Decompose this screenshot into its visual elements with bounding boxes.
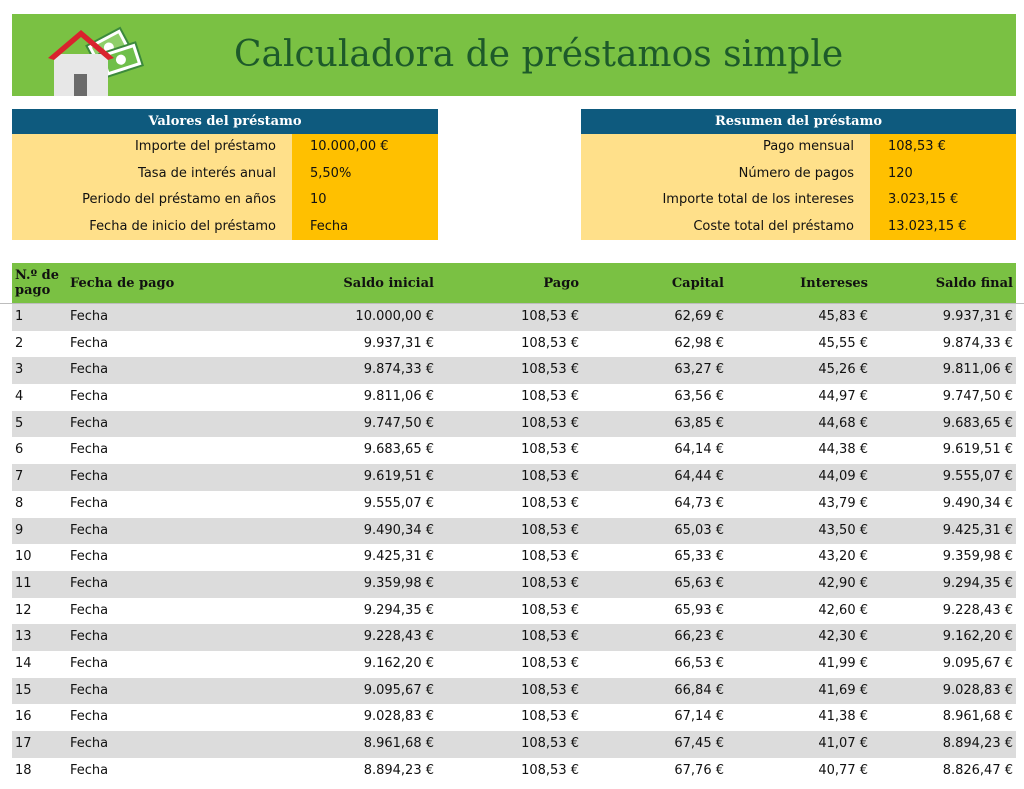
loan-amount-label: Importe del préstamo [12, 134, 292, 161]
cell-payment-number[interactable]: 7 [15, 469, 24, 485]
loan-amount-row [12, 134, 438, 161]
cell-closing-balance[interactable]: 9.811,06 € [942, 362, 1013, 378]
cell-interest[interactable]: 43,50 € [818, 522, 868, 538]
table-row [12, 304, 1016, 331]
cell-payment-date[interactable]: Fecha [70, 629, 109, 645]
cell-interest[interactable]: 42,90 € [818, 575, 868, 591]
amortization-table-body [12, 304, 1016, 784]
page-title: Calculadora de préstamos simple [234, 34, 844, 75]
cell-interest[interactable]: 43,79 € [818, 495, 868, 511]
cell-opening-balance[interactable]: 9.359,98 € [363, 575, 434, 591]
cell-principal[interactable]: 62,69 € [674, 309, 724, 324]
cell-interest[interactable]: 42,60 € [818, 602, 868, 618]
cell-opening-balance[interactable]: 8.894,23 € [363, 762, 434, 778]
loan-period-value[interactable]: 10 [292, 187, 438, 214]
cell-payment-number[interactable]: 17 [15, 736, 32, 751]
table-row [12, 731, 1016, 758]
cell-interest[interactable]: 41,38 € [818, 709, 868, 725]
cell-interest[interactable]: 45,26 € [818, 362, 868, 378]
cell-opening-balance[interactable]: 9.162,20 € [363, 655, 434, 671]
cell-payment-date[interactable]: Fecha [70, 335, 109, 351]
cell-interest[interactable]: 44,68 € [818, 415, 868, 431]
cell-opening-balance[interactable]: 9.811,06 € [363, 389, 434, 405]
cell-payment[interactable]: 108,53 € [521, 709, 579, 725]
cell-closing-balance[interactable]: 8.826,47 € [942, 762, 1013, 778]
cell-payment[interactable]: 108,53 € [521, 602, 579, 618]
cell-closing-balance[interactable]: 9.228,43 € [942, 602, 1013, 618]
total-cost-value: 13.023,15 € [870, 214, 1016, 241]
table-row [12, 437, 1016, 464]
cell-payment-date[interactable]: Fecha [70, 682, 109, 698]
cell-principal[interactable]: 65,33 € [674, 549, 724, 565]
cell-payment-date[interactable]: Fecha [70, 762, 109, 778]
cell-opening-balance[interactable]: 9.555,07 € [363, 495, 434, 511]
cell-principal[interactable]: 65,03 € [674, 522, 724, 538]
cell-closing-balance[interactable]: 8.961,68 € [942, 709, 1013, 725]
table-row [12, 598, 1016, 625]
cell-opening-balance[interactable]: 10.000,00 € [355, 309, 434, 324]
cell-opening-balance[interactable]: 9.490,34 € [363, 522, 434, 538]
cell-payment-number[interactable]: 5 [15, 415, 24, 431]
cell-payment-number[interactable]: 1 [15, 309, 24, 324]
cell-payment-number[interactable]: 18 [15, 762, 32, 778]
cell-principal[interactable]: 62,98 € [674, 335, 724, 351]
cell-payment-number[interactable]: 6 [15, 442, 24, 458]
cell-payment-number[interactable]: 15 [15, 682, 32, 698]
cell-opening-balance[interactable]: 9.095,67 € [363, 682, 434, 698]
cell-opening-balance[interactable]: 9.874,33 € [363, 362, 434, 378]
total-interest-label: Importe total de los intereses [581, 187, 870, 214]
cell-opening-balance[interactable]: 9.683,65 € [363, 442, 434, 458]
cell-payment[interactable]: 108,53 € [521, 762, 579, 778]
loan-period-label: Periodo del préstamo en años [12, 187, 292, 214]
start-date-value[interactable]: Fecha [292, 214, 438, 241]
cell-opening-balance[interactable]: 9.619,51 € [363, 469, 434, 485]
table-row [12, 491, 1016, 518]
cell-payment[interactable]: 108,53 € [521, 682, 579, 698]
cell-closing-balance[interactable]: 9.490,34 € [942, 495, 1013, 511]
cell-payment[interactable]: 108,53 € [521, 362, 579, 378]
cell-principal[interactable]: 67,14 € [674, 709, 724, 725]
cell-interest[interactable]: 42,30 € [818, 629, 868, 645]
cell-closing-balance[interactable]: 9.095,67 € [942, 655, 1013, 671]
cell-payment[interactable]: 108,53 € [521, 335, 579, 351]
loan-values-panel [12, 109, 438, 244]
cell-payment-number[interactable]: 9 [15, 522, 24, 538]
cell-payment-number[interactable]: 14 [15, 655, 32, 671]
cell-interest[interactable]: 43,20 € [818, 549, 868, 565]
table-row [12, 357, 1016, 384]
cell-payment[interactable]: 108,53 € [521, 442, 579, 458]
cell-payment-date[interactable]: Fecha [70, 575, 109, 591]
cell-interest[interactable]: 45,55 € [818, 335, 868, 351]
cell-closing-balance[interactable]: 9.874,33 € [942, 335, 1013, 351]
header-principal[interactable]: Capital [671, 275, 724, 291]
header-closing-balance[interactable]: Saldo final [935, 275, 1013, 291]
cell-principal[interactable]: 63,27 € [674, 362, 724, 378]
cell-payment[interactable]: 108,53 € [521, 655, 579, 671]
interest-rate-row [12, 161, 438, 188]
header-payment-number[interactable] [15, 263, 59, 303]
cell-payment-date[interactable]: Fecha [70, 362, 109, 378]
cell-interest[interactable]: 45,83 € [818, 309, 868, 324]
cell-principal[interactable]: 63,56 € [674, 389, 724, 405]
cell-payment-number[interactable]: 2 [15, 335, 24, 351]
cell-interest[interactable]: 44,09 € [818, 469, 868, 485]
cell-payment[interactable]: 108,53 € [521, 629, 579, 645]
table-row [12, 624, 1016, 651]
cell-interest[interactable]: 44,97 € [818, 389, 868, 405]
table-row [12, 464, 1016, 491]
cell-principal[interactable]: 65,93 € [674, 602, 724, 618]
cell-principal[interactable]: 64,14 € [674, 442, 724, 458]
table-row [12, 544, 1016, 571]
num-payments-row [581, 161, 1016, 188]
loan-summary-panel [581, 109, 1016, 244]
cell-closing-balance[interactable]: 9.619,51 € [942, 442, 1013, 458]
cell-payment-number[interactable]: 4 [15, 389, 24, 405]
cell-opening-balance[interactable]: 9.028,83 € [363, 709, 434, 725]
cell-principal[interactable]: 67,76 € [674, 762, 724, 778]
cell-opening-balance[interactable]: 9.228,43 € [363, 629, 434, 645]
cell-payment[interactable]: 108,53 € [521, 522, 579, 538]
cell-interest[interactable]: 44,38 € [818, 442, 868, 458]
cell-payment[interactable]: 108,53 € [521, 309, 579, 324]
cell-payment-date[interactable]: Fecha [70, 655, 109, 671]
cell-payment[interactable]: 108,53 € [521, 736, 579, 751]
cell-payment-date[interactable]: Fecha [70, 389, 109, 405]
cell-opening-balance[interactable]: 9.937,31 € [363, 335, 434, 351]
cell-payment-number[interactable]: 16 [15, 709, 32, 725]
num-payments-label: Número de pagos [581, 161, 870, 188]
cell-principal[interactable]: 66,84 € [674, 682, 724, 698]
cell-payment[interactable]: 108,53 € [521, 575, 579, 591]
start-date-label: Fecha de inicio del préstamo [12, 214, 292, 241]
cell-closing-balance[interactable]: 9.028,83 € [942, 682, 1013, 698]
cell-payment-date[interactable]: Fecha [70, 522, 109, 538]
table-row [12, 571, 1016, 598]
loan-period-row [12, 187, 438, 214]
cell-interest[interactable]: 41,69 € [818, 682, 868, 698]
interest-rate-label: Tasa de interés anual [12, 161, 292, 188]
interest-rate-value[interactable]: 5,50% [292, 161, 438, 188]
loan-amount-value[interactable]: 10.000,00 € [292, 134, 438, 161]
cell-payment[interactable]: 108,53 € [521, 469, 579, 485]
header-payment[interactable]: Pago [543, 275, 579, 291]
total-cost-row [581, 214, 1016, 241]
cell-payment[interactable]: 108,53 € [521, 389, 579, 405]
cell-payment-number[interactable]: 13 [15, 629, 32, 645]
cell-opening-balance[interactable]: 9.425,31 € [363, 549, 434, 565]
table-row [12, 758, 1016, 785]
total-cost-label: Coste total del préstamo [581, 214, 870, 241]
cell-payment[interactable]: 108,53 € [521, 495, 579, 511]
monthly-payment-row [581, 134, 1016, 161]
start-date-row [12, 214, 438, 241]
cell-closing-balance[interactable]: 9.294,35 € [942, 575, 1013, 591]
cell-payment-number[interactable]: 10 [15, 549, 32, 565]
cell-payment-number[interactable]: 8 [15, 495, 24, 511]
cell-payment-date[interactable]: Fecha [70, 469, 109, 485]
cell-closing-balance[interactable]: 9.555,07 € [942, 469, 1013, 485]
table-header [12, 263, 1016, 303]
cell-payment-date[interactable]: Fecha [70, 736, 109, 751]
table-row [12, 384, 1016, 411]
cell-payment-number[interactable]: 12 [15, 602, 32, 618]
table-row [12, 651, 1016, 678]
cell-interest[interactable]: 40,77 € [818, 762, 868, 778]
cell-closing-balance[interactable]: 9.425,31 € [942, 522, 1013, 538]
cell-payment[interactable]: 108,53 € [521, 415, 579, 431]
cell-principal[interactable]: 63,85 € [674, 415, 724, 431]
cell-payment-number[interactable]: 3 [15, 362, 24, 378]
monthly-payment-label: Pago mensual [581, 134, 870, 161]
cell-opening-balance[interactable]: 8.961,68 € [363, 736, 434, 751]
cell-payment-date[interactable]: Fecha [70, 442, 109, 458]
loan-summary-heading: Resumen del préstamo [581, 109, 1016, 134]
table-row [12, 411, 1016, 438]
total-interest-value: 3.023,15 € [870, 187, 1016, 214]
cell-payment-date[interactable]: Fecha [70, 709, 109, 725]
cell-closing-balance[interactable]: 8.894,23 € [942, 736, 1013, 751]
house-money-icon [46, 14, 146, 98]
cell-closing-balance[interactable]: 9.683,65 € [942, 415, 1013, 431]
cell-opening-balance[interactable]: 9.294,35 € [363, 602, 434, 618]
cell-closing-balance[interactable]: 9.162,20 € [942, 629, 1013, 645]
monthly-payment-value: 108,53 € [870, 134, 1016, 161]
cell-closing-balance[interactable]: 9.747,50 € [942, 389, 1013, 405]
header-payment-number-line1: N.º de [15, 268, 59, 283]
cell-principal[interactable]: 64,73 € [674, 495, 724, 511]
cell-interest[interactable]: 41,07 € [818, 736, 868, 751]
cell-principal[interactable]: 65,63 € [674, 575, 724, 591]
header-opening-balance[interactable]: Saldo inicial [343, 275, 434, 291]
header-payment-date[interactable]: Fecha de pago [70, 275, 175, 291]
table-row [12, 331, 1016, 358]
cell-closing-balance[interactable]: 9.937,31 € [942, 309, 1013, 324]
cell-interest[interactable]: 41,99 € [818, 655, 868, 671]
table-row [12, 518, 1016, 545]
loan-values-heading: Valores del préstamo [12, 109, 438, 134]
cell-principal[interactable]: 67,45 € [674, 736, 724, 751]
table-row [12, 704, 1016, 731]
cell-payment[interactable]: 108,53 € [521, 549, 579, 565]
cell-closing-balance[interactable]: 9.359,98 € [942, 549, 1013, 565]
cell-payment-date[interactable]: Fecha [70, 415, 109, 431]
cell-principal[interactable]: 66,23 € [674, 629, 724, 645]
cell-principal[interactable]: 64,44 € [674, 469, 724, 485]
cell-payment-date[interactable]: Fecha [70, 602, 109, 618]
header-interest[interactable]: Intereses [800, 275, 868, 291]
title-banner [12, 14, 1016, 96]
cell-payment-date[interactable]: Fecha [70, 495, 109, 511]
cell-payment-number[interactable]: 11 [15, 575, 32, 591]
cell-payment-date[interactable]: Fecha [70, 549, 109, 565]
header-payment-number-line2: pago [15, 283, 51, 298]
table-row [12, 678, 1016, 705]
cell-payment-date[interactable]: Fecha [70, 309, 109, 324]
cell-principal[interactable]: 66,53 € [674, 655, 724, 671]
total-interest-row [581, 187, 1016, 214]
cell-opening-balance[interactable]: 9.747,50 € [363, 415, 434, 431]
num-payments-value: 120 [870, 161, 1016, 188]
